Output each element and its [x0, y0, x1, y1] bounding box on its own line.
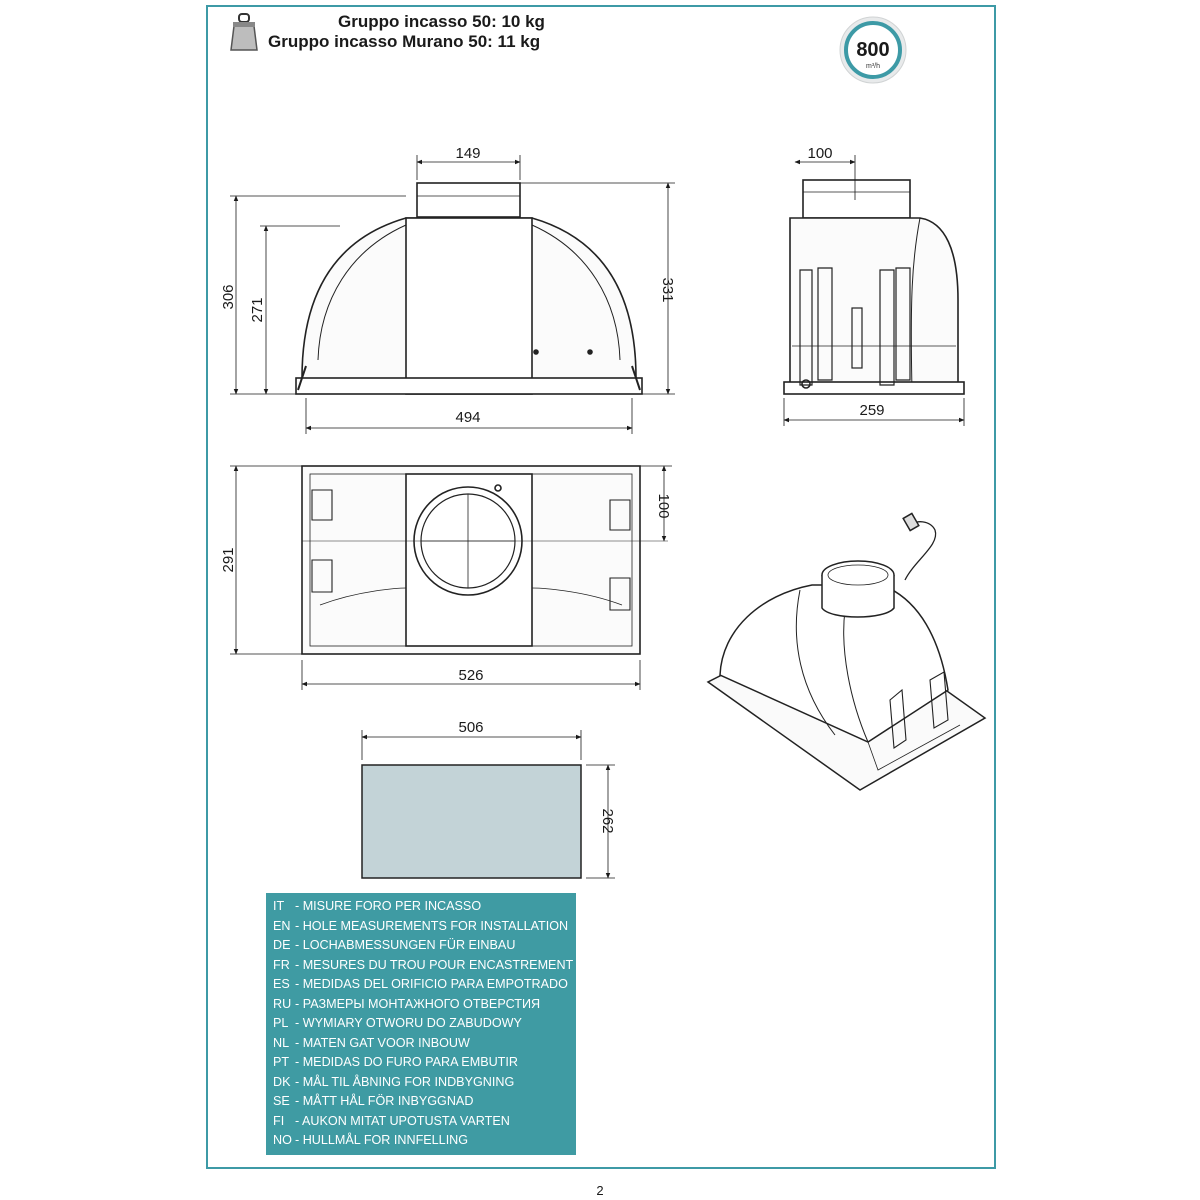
airflow-value: 800 [856, 39, 890, 61]
legend-code: FI [273, 1113, 285, 1128]
legend-code: NL [273, 1035, 290, 1050]
dim-top-offset: 100 [655, 493, 672, 519]
dim-hole-width: 506 [458, 719, 484, 736]
weight-name: Gruppo incasso Murano [268, 32, 464, 51]
legend-item [273, 1131, 576, 1151]
legend-text: - LOCHABMESSUNGEN FÜR EINBAU [295, 938, 516, 952]
legend-item [273, 1014, 576, 1034]
legend-text: - MEDIDAS DO FURO PARA EMBUTIR [295, 1055, 518, 1069]
legend-code: EN [273, 918, 291, 933]
legend-item [273, 897, 576, 917]
weight-name: Gruppo incasso [338, 12, 468, 31]
dim-hole-height: 262 [599, 808, 616, 834]
legend-text: - MISURE FORO PER INCASSO [295, 899, 482, 913]
legend-text: - AUKON MITAT UPOTUSTA VARTEN [295, 1113, 510, 1128]
dim-front-height-body: 271 [249, 297, 266, 323]
legend-code: IT [273, 899, 285, 913]
hole-view [362, 765, 581, 878]
dim-top-height: 291 [220, 547, 237, 573]
weight-value: 50: 10 kg [472, 12, 545, 31]
dim-front-height-right: 331 [659, 277, 676, 303]
legend-text: - MÅTT HÅL FÖR INBYGGNAD [295, 1094, 474, 1108]
legend-text: - HOLE MEASUREMENTS FOR INSTALLATION [295, 918, 569, 933]
legend-code: RU [273, 996, 292, 1011]
airflow-unit: m³/h [866, 63, 880, 70]
front-view [296, 183, 642, 394]
legend-text: - MEDIDAS DEL ORIFICIO PARA EMPOTRADO [295, 977, 568, 991]
top-view [302, 466, 668, 654]
dim-top-width: 526 [458, 667, 484, 684]
dim-side-outlet: 100 [807, 145, 833, 162]
weight-icon [231, 14, 257, 50]
legend-code: DE [273, 938, 291, 952]
dim-side-width: 259 [859, 402, 885, 419]
legend-item [273, 917, 576, 937]
legend-code: FR [273, 957, 290, 972]
legend-item [273, 995, 576, 1015]
legend-text: - MÅL TIL ÅBNING FOR INDBYGNING [295, 1074, 515, 1089]
legend-item [273, 1034, 576, 1054]
legend-item [273, 1112, 576, 1132]
legend-text: - HULLMÅL FOR INNFELLING [295, 1133, 469, 1147]
legend-code: PT [273, 1055, 290, 1069]
page-number: 2 [596, 1183, 604, 1198]
airflow-badge [840, 17, 906, 83]
legend-text: - MATEN GAT VOOR INBOUW [295, 1035, 470, 1050]
side-view [784, 180, 964, 394]
dim-front-height-total: 306 [220, 284, 237, 310]
legend-item [273, 975, 576, 995]
legend-item [273, 1092, 576, 1112]
legend-item [273, 936, 576, 956]
legend-text: - РАЗМЕРЫ МОНТАЖНОГО ОТВЕРСТИЯ [295, 996, 541, 1011]
weight-value: 50: 11 kg [468, 32, 541, 51]
legend-item [273, 1073, 576, 1093]
isometric-view [708, 513, 985, 790]
dim-front-width: 494 [455, 409, 481, 426]
legend-text: - MESURES DU TROU POUR ENCASTREMENT [295, 957, 574, 972]
legend-code: PL [273, 1016, 289, 1030]
legend-item [273, 1053, 576, 1073]
hole-cutout [362, 765, 581, 878]
legend-code: SE [273, 1094, 290, 1108]
legend-item [273, 956, 576, 976]
dim-front-outlet: 149 [455, 145, 481, 162]
hole-measurements-legend [266, 893, 576, 1155]
legend-code: DK [273, 1074, 291, 1089]
legend-code: ES [273, 977, 290, 991]
legend-text: - WYMIARY OTWORU DO ZABUDOWY [295, 1016, 522, 1030]
legend-code: NO [273, 1133, 292, 1147]
